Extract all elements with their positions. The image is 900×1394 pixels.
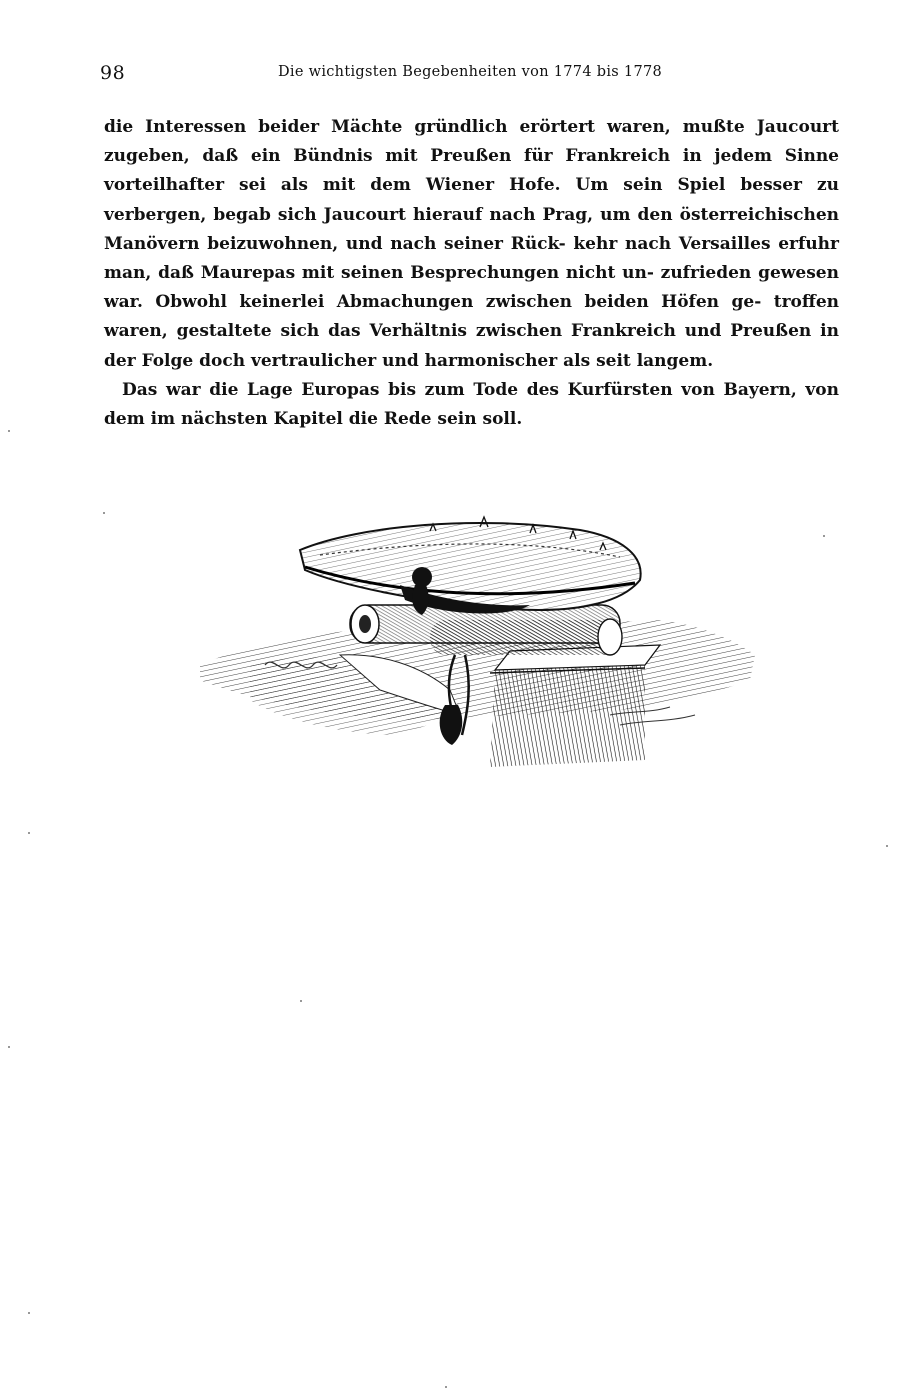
page-header (100, 62, 840, 88)
page-speck (8, 430, 10, 432)
page-speck (28, 1312, 30, 1314)
running-title: Die wichtigsten Begebenheiten von 1774 bis 1778 (277, 64, 663, 80)
page-speck (823, 535, 825, 537)
page-speck (8, 1046, 10, 1048)
paragraph-2: Das war die Lage Europas bis zum Tode des Kurfürsten von Bayern, von dem im nächsten Kapitel die Rede sein soll. (104, 379, 839, 430)
body-text (104, 113, 839, 434)
page-speck (886, 845, 888, 847)
page-speck (103, 512, 105, 514)
hat-and-scroll-vignette-icon (190, 505, 760, 780)
page-number: 98 (100, 62, 126, 84)
page-speck (445, 1386, 447, 1388)
page-speck (28, 832, 30, 834)
page-speck (300, 1000, 302, 1002)
paragraph-1: die Interessen beider Mächte gründlich erörtert waren, mußte Jaucourt zugeben, daß ein Bündnis mit Preußen für Frankreich in jedem Sinne vorteilhafter sei als mit dem Wiener Hofe. Um sein Spiel besser zu verbergen, begab sich Jaucourt hierauf nach Prag, um den österreichischen Manövern beizuwohnen, und nach seiner Rück- kehr nach Versailles erfuhr man, daß Maurepas mit seinen Besprechungen nicht un- zufrieden gewesen war. Obwohl keinerlei Abmachungen zwischen beiden Höfen ge- troffen waren, gestaltete sich das Verhältnis zwischen Frankreich und Preußen in der Folge doch vertraulicher und harmonischer als seit langem. (104, 117, 839, 371)
